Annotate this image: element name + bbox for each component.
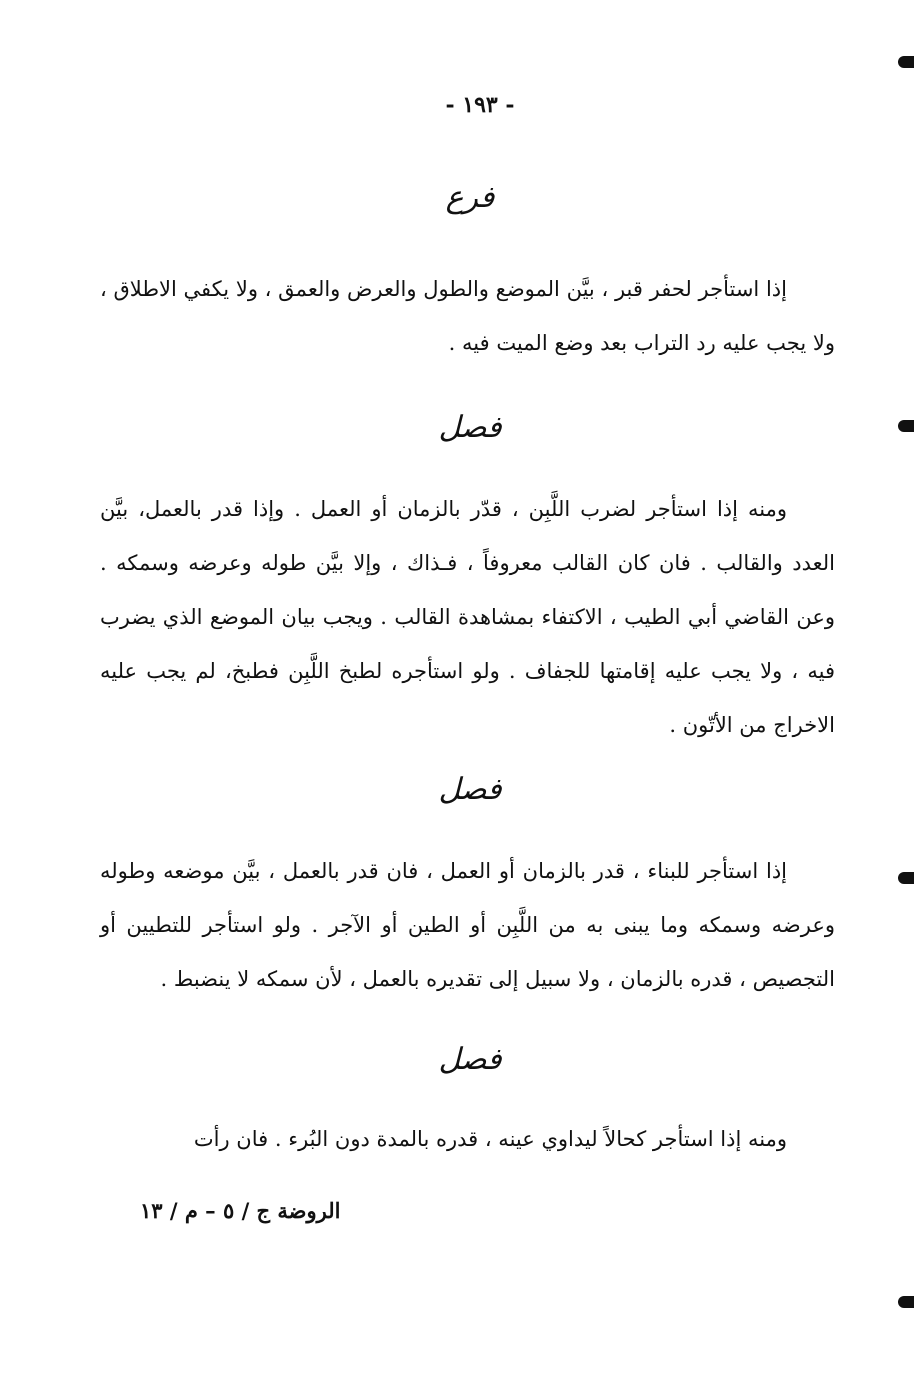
- paragraph-text: إذا استأجر للبناء ، قدر بالزمان أو العمل ، فان قدر بالعمل ، بيَّن موضعه وطوله وعرضه وسمكه وما يبنى به من اللَّبِن أو الطين أو الآجر . ولو استأجر للتطيين أو التجصيص ، قدره بالزمان ، ولا سبيل إلى تقديره بالعمل ، لأن سمكه لا ينضبط .: [100, 859, 835, 991]
- section-paragraph: [100, 844, 835, 1006]
- edge-mark: [898, 872, 914, 884]
- paragraph-text: ومنه إذا استأجر كحالاً ليداوي عينه ، قدره بالمدة دون البُرء . فان رأت: [193, 1127, 787, 1151]
- edge-mark: [898, 1296, 914, 1308]
- paragraph-text: ومنه إذا استأجر لضرب اللَّبِن ، قدّر بالزمان أو العمل . وإذا قدر بالعمل، بيَّن العدد والقالب . فان كان القالب معروفاً ، فـذاك ، وإلا بيَّن طوله وعرضه وسمكه . وعن القاضي أبي الطيب ، الاكتفاء بمشاهدة القالب . ويجب بيان الموضع الذي يضرب فيه ، ولا يجب عليه إقامتها للجفاف . ولو استأجره لطبخ اللَّبِن فطبخ، لم يجب عليه الاخراج من الأتّون .: [100, 497, 835, 737]
- section-heading-fasl: فصل: [438, 410, 502, 445]
- paragraph-text: إذا استأجر لحفر قبر ، بيَّن الموضع والطول والعرض والعمق ، ولا يكفي الاطلاق ، ولا يجب عليه رد التراب بعد وضع الميت فيه .: [100, 277, 835, 355]
- page-number: - ١٩٣ -: [445, 92, 515, 118]
- section-heading-fasl: فصل: [438, 772, 502, 807]
- section-paragraph: [100, 1112, 835, 1166]
- edge-mark: [898, 56, 914, 68]
- section-paragraph: [100, 262, 835, 370]
- section-paragraph: [100, 482, 835, 752]
- section-heading-far: فرع: [445, 180, 495, 215]
- edge-mark: [898, 420, 914, 432]
- page-footer-signature: الروضة ج / ٥ – م / ١٣: [140, 1198, 341, 1223]
- section-heading-fasl: فصل: [438, 1042, 502, 1077]
